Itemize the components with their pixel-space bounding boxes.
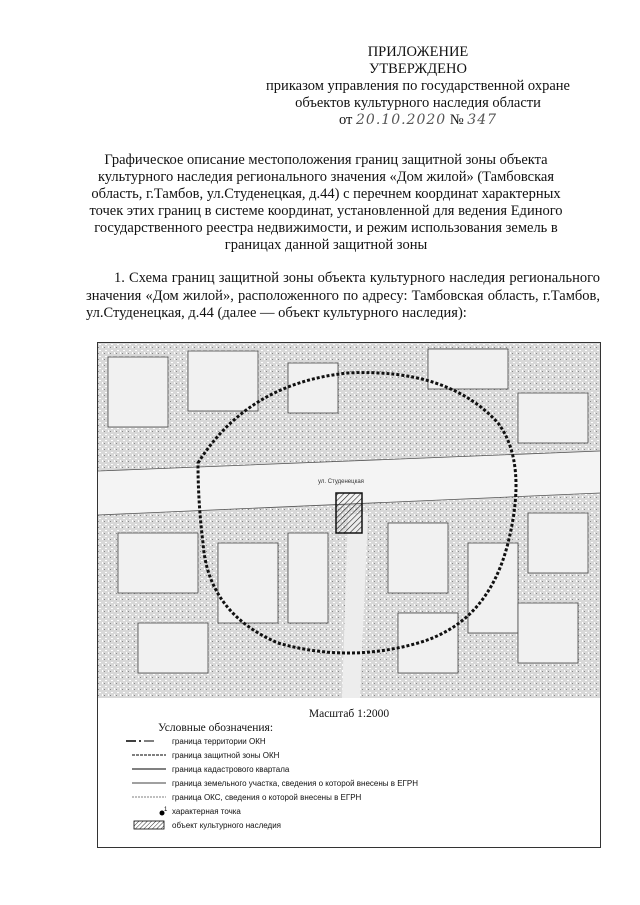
legend-item-protective-zone: граница защитной зоны ОКН — [110, 750, 279, 760]
legend-item-land-plot: граница земельного участка, сведения о которой внесены в ЕГРН — [110, 778, 418, 788]
heritage-hatch-icon — [110, 820, 168, 830]
approval-header — [248, 44, 588, 129]
legend-item-oks: граница ОКС, сведения о которой внесены в ЕГРН — [110, 792, 361, 802]
characteristic-point-icon — [110, 806, 168, 816]
document-title: Графическое описание местоположения границ защитной зоны объекта культурного наследия регионального значения «Дом жилой» (Тамбовская область, г.Тамбов, ул.Студенецкая, д.44) с перечнем координат характерных точек этих границ в системе координат, установленной для ведения Единого государственного реестра недвижимости, и режим использования земель в границах данной защитной зоны — [89, 152, 563, 253]
heritage-object — [336, 493, 362, 533]
legend-line-cadastral-quarter-icon — [110, 764, 168, 774]
handwritten-date: 20.10.2020 — [356, 112, 447, 128]
boundary-map — [97, 342, 601, 700]
map-legend — [97, 698, 601, 848]
section-1-paragraph: 1. Схема границ защитной зоны объекта культурного наследия регионального значения «Дом жилой», расположенного по адресу: Тамбовская область, г.Тамбов, ул.Студенецкая, д.44 (далее — объект культурного наследия): — [86, 270, 600, 321]
number-prefix: № — [449, 112, 464, 128]
date-prefix: от — [338, 112, 353, 128]
department-line: объектов культурного наследия области — [295, 95, 541, 111]
legend-item-cadastral-quarter: граница кадастрового квартала — [110, 764, 289, 774]
order-line: приказом управления по государственной охране — [266, 78, 570, 94]
legend-line-protective-zone-icon — [110, 750, 168, 760]
legend-line-oks-icon — [110, 792, 168, 802]
legend-title: Условные обозначения: — [158, 722, 274, 734]
legend-item-heritage-object: объект культурного наследия — [110, 820, 281, 830]
legend-line-okn-territory-icon — [110, 736, 168, 746]
handwritten-number: 347 — [467, 112, 498, 128]
approved-label: УТВЕРЖДЕНО — [369, 61, 467, 77]
legend-item-okn-territory: граница территории ОКН — [110, 736, 266, 746]
legend-line-land-plot-icon — [110, 778, 168, 788]
appendix-label: ПРИЛОЖЕНИЕ — [367, 44, 469, 60]
legend-item-characteristic-point: 1 характерная точка — [110, 806, 241, 816]
date-number-line — [248, 112, 588, 129]
street-label: ул. Студенецкая — [318, 479, 364, 485]
map-scale: Масштаб 1:2000 — [308, 708, 390, 720]
point-number-label: 1 — [164, 807, 168, 813]
